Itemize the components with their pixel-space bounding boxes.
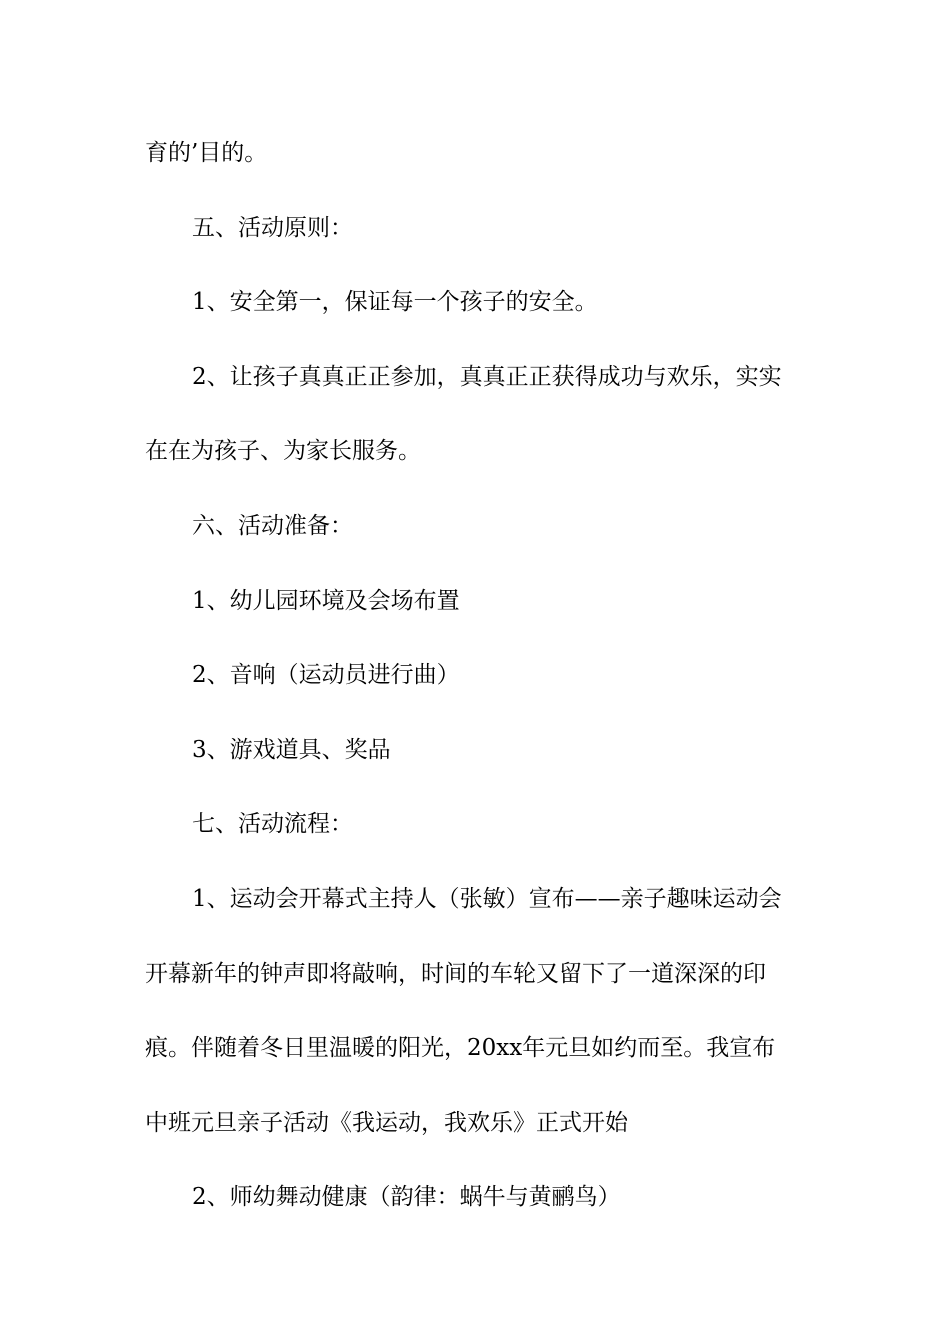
process-item-1-continuation-3: 中班元旦亲子活动《我运动，我欢乐》正式开始 [145, 1109, 628, 1136]
process-item-1: 1、运动会开幕式主持人（张敏）宣布——亲子趣味运动会 [192, 885, 782, 912]
process-item-1-continuation-1: 开幕新年的钟声即将敲响，时间的车轮又留下了一道深深的印 [145, 960, 766, 987]
principle-item-2-continuation: 在在为孩子、为家长服务。 [145, 438, 421, 465]
principle-item-1: 1、安全第一，保证每一个孩子的安全。 [192, 289, 598, 316]
process-item-1-continuation-2: 痕。伴随着冬日里温暖的阳光，20xx年元旦如约而至。我宣布 [145, 1035, 776, 1062]
paragraph-line-continuation: 育的’目的。 [145, 140, 268, 166]
preparation-item-2: 2、音响（运动员进行曲） [192, 662, 460, 689]
section-heading-preparation: 六、活动准备： [192, 512, 353, 539]
preparation-item-3: 3、游戏道具、奖品 [192, 736, 391, 763]
preparation-item-1: 1、幼儿园环境及会场布置 [192, 587, 460, 614]
document-body [145, 128, 810, 1247]
section-heading-principles: 五、活动原则： [192, 214, 353, 241]
section-heading-process: 七、活动流程： [192, 811, 353, 838]
process-item-2: 2、师幼舞动健康（韵律：蜗牛与黄鹂鸟） [192, 1184, 621, 1211]
principle-item-2: 2、让孩子真真正正参加，真真正正获得成功与欢乐，实实 [192, 363, 782, 390]
